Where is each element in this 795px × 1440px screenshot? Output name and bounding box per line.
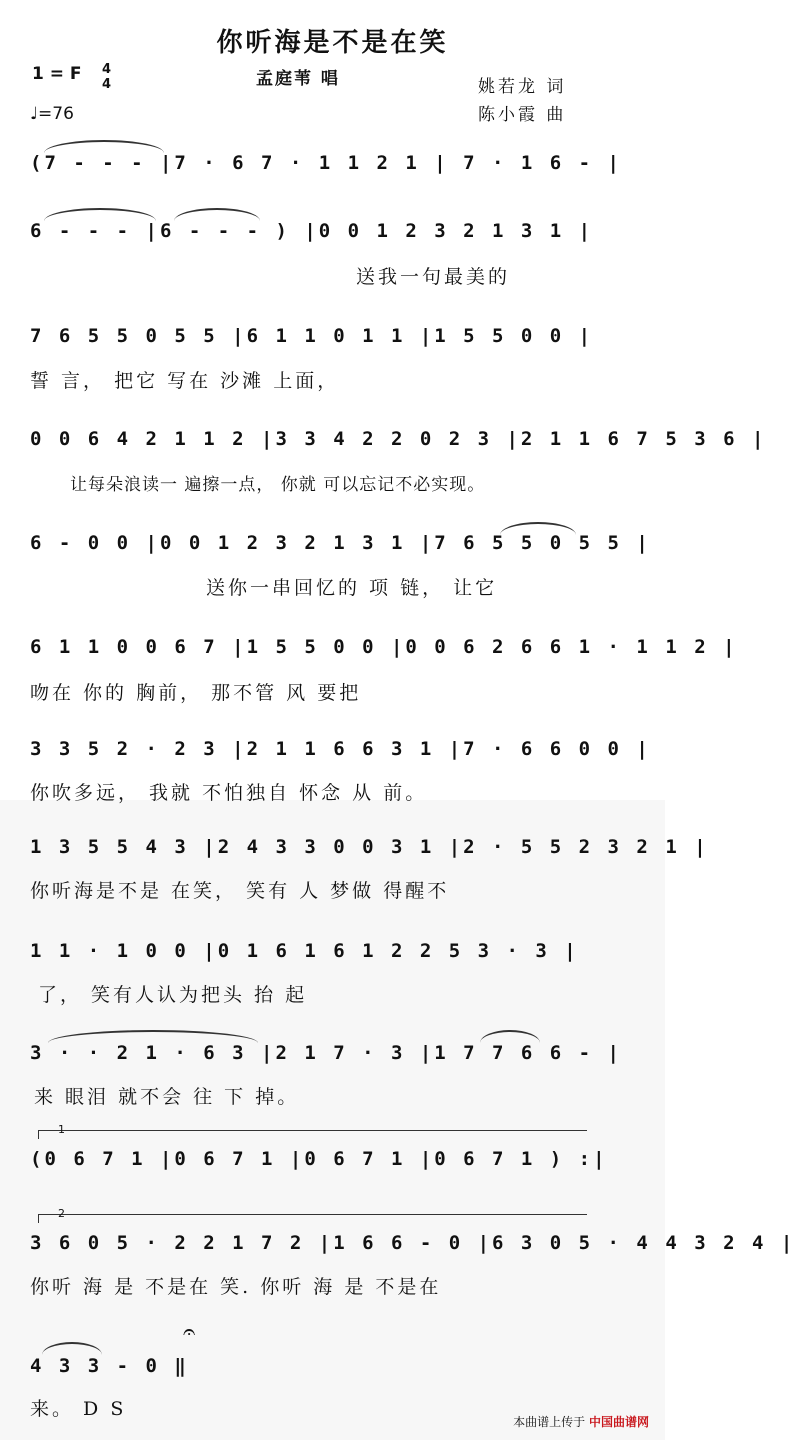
- score-line-11-notes: (0 6 7 1 |0 6 7 1 |0 6 7 1 |0 6 7 1 ) :|: [30, 1148, 608, 1170]
- tempo-marking: ♩=76: [30, 104, 74, 124]
- slur-mark: [48, 1030, 258, 1056]
- slur-mark: [500, 522, 576, 548]
- fermata-symbol: 𝄐: [183, 1320, 196, 1345]
- score-line-4-notes: 0 0 6 4 2 1 1 2 |3 3 4 2 2 0 2 3 |2 1 1 6 7 5 3 6 |: [30, 428, 767, 450]
- score-line-12-lyrics: 你听 海 是 不是在 笑. 你听 海 是 不是在: [30, 1276, 442, 1298]
- singer-credit: 孟庭苇 唱: [256, 69, 340, 89]
- second-ending-number: 2: [58, 1207, 65, 1220]
- slur-mark: [480, 1030, 540, 1056]
- score-line-7-lyrics: 你吹多远， 我就 不怕独自 怀念 从 前。: [30, 782, 428, 804]
- first-ending-number: 1: [58, 1123, 65, 1136]
- time-signature-bottom: 4: [102, 77, 112, 92]
- score-line-2-lyrics: 送我一句最美的: [356, 266, 511, 288]
- score-line-13-notes: 4 3 3 - 0 ‖: [30, 1355, 189, 1377]
- score-line-5-notes: 6 - 0 0 |0 0 1 2 3 2 1 3 1 |7 6 5 5 0 5 5 |: [30, 532, 651, 554]
- score-line-6-lyrics: 吻在 你的 胸前， 那不管 风 要把: [30, 682, 362, 704]
- second-ending-bracket: [38, 1214, 587, 1223]
- upload-credit-prefix: 本曲谱上传于: [513, 1415, 586, 1429]
- composer-credit: 陈小霞 曲: [478, 105, 567, 125]
- score-line-6-notes: 6 1 1 0 0 6 7 |1 5 5 0 0 |0 0 6 2 6 6 1 · 1 1 2 |: [30, 636, 738, 658]
- site-logo[interactable]: 中国曲谱网: [588, 1415, 649, 1429]
- lyricist-credit: 姚若龙 词: [478, 77, 567, 97]
- score-line-12-notes: 3 6 0 5 · 2 2 1 7 2 |1 6 6 - 0 |6 3 0 5 · 4 4 3 2 4 |: [30, 1232, 795, 1254]
- slur-mark: [44, 140, 164, 166]
- score-line-5-lyrics: 送你一串回忆的 项 链， 让它: [206, 577, 498, 599]
- song-title: 你听海是不是在笑: [216, 28, 449, 58]
- time-signature-top: 4: [102, 62, 112, 77]
- score-line-8-lyrics: 你听海是不是 在笑， 笑有 人 梦做 得醒不: [30, 880, 450, 902]
- key-signature: 1 = F: [32, 64, 82, 84]
- score-line-7-notes: 3 3 5 2 · 2 3 |2 1 1 6 6 3 1 |7 · 6 6 0 0 |: [30, 738, 651, 760]
- slur-mark: [44, 208, 156, 234]
- score-line-13-lyrics: 来。 D S: [30, 1398, 127, 1420]
- slur-mark: [42, 1342, 102, 1368]
- score-line-9-notes: 1 1 · 1 0 0 |0 1 6 1 6 1 2 2 5 3 · 3 |: [30, 940, 579, 962]
- first-ending-bracket: [38, 1130, 587, 1139]
- score-line-3-lyrics: 誓 言， 把它 写在 沙滩 上面，: [30, 370, 340, 392]
- score-line-10-lyrics: 来 眼泪 就不会 往 下 掉。: [34, 1086, 300, 1108]
- time-signature: [102, 62, 111, 92]
- score-line-8-notes: 1 3 5 5 4 3 |2 4 3 3 0 0 3 1 |2 · 5 5 2 3 2 1 |: [30, 836, 709, 858]
- score-line-1-notes: (7 - - - |7 · 6 7 · 1 1 2 1 | 7 · 1 6 - |: [30, 152, 622, 174]
- upload-credit: [513, 1413, 649, 1430]
- score-line-4-lyrics: 让每朵浪读一 遍擦一点， 你就 可以忘记不必实现。: [70, 475, 486, 495]
- score-line-2-notes: 6 - - - |6 - - - ) |0 0 1 2 3 2 1 3 1 |: [30, 220, 594, 242]
- score-line-3-notes: 7 6 5 5 0 5 5 |6 1 1 0 1 1 |1 5 5 0 0 |: [30, 325, 594, 347]
- slur-mark: [174, 208, 260, 234]
- score-line-9-lyrics: 了， 笑有人认为把头 抬 起: [38, 984, 308, 1006]
- score-line-10-notes: 3 · · 2 1 · 6 3 |2 1 7 · 3 |1 7 7 6 6 - |: [30, 1042, 622, 1064]
